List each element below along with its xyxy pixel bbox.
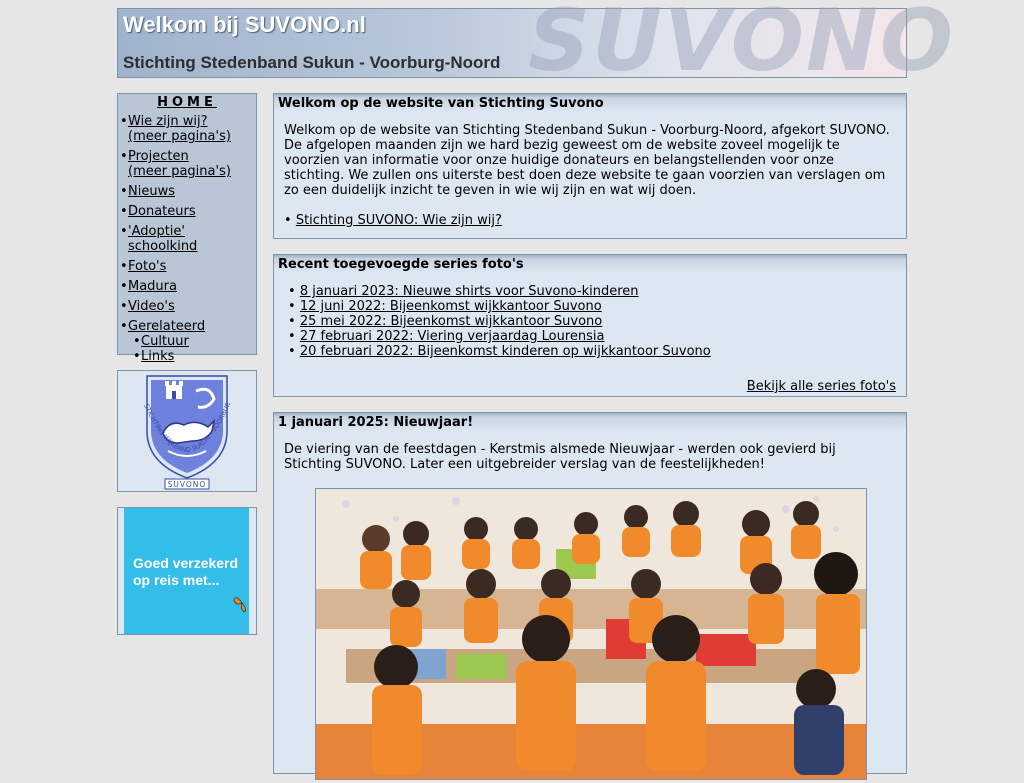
submenu-link-cultuur[interactable]: Cultuur: [141, 334, 189, 349]
ad-text: [133, 555, 238, 589]
news-text: De viering van de feestdagen - Kerstmis alsmede Nieuwjaar - werden ook gevierd bij Stichting SUVONO. Later een uitgebreider verslag van de feestelijkheden!: [284, 442, 836, 472]
recent-photos-title: Recent toegevoegde series foto's: [274, 255, 906, 275]
welcome-panel: Welkom op de website van Stichting Suvono Welkom op de website van Stichting Stedenband Sukun - Voorburg-Noord, afgekort SUVONO. De afgelopen maanden zijn we hard bezig geweest om de website zoveel mogelijk te voorzien van informatie voor onze huidige donateurs en belangstellenden voor onze stichting. We zullen ons uiterste best doen deze website te gaan voorzien van verslagen om zo een duidelijk inzicht te geven in wie wij zijn en wat wij doen. • Stichting SUVONO: Wie zijn wij?: [273, 93, 907, 239]
news-photo[interactable]: [315, 488, 867, 780]
menu-item-projecten: • Projecten (meer pagina's): [118, 149, 256, 179]
suvono-logo-box[interactable]: [117, 370, 257, 492]
menu-link-wie-zijn-wij[interactable]: Wie zijn wij?: [128, 114, 208, 129]
menu-link-madura[interactable]: Madura: [128, 279, 177, 294]
home-link[interactable]: HOME: [157, 95, 217, 110]
menu-link-nieuws[interactable]: Nieuws: [128, 184, 175, 199]
submenu-item-cultuur: • Cultuur: [133, 334, 189, 349]
photo-series-item: • 25 mei 2022: Bijeenkomst wijkkantoor Suvono: [288, 314, 603, 329]
ad-line-1: Goed verzekerd: [133, 555, 239, 571]
sidebar-menu: [117, 93, 257, 364]
logo-banner-text: SUVONO: [167, 480, 207, 489]
submenu-link-links[interactable]: Links: [141, 349, 175, 364]
menu-link-adoptie[interactable]: 'Adoptie' schoolkind: [128, 224, 198, 254]
photo-series-link[interactable]: 25 mei 2022: Bijeenkomst wijkkantoor Suvono: [299, 314, 603, 329]
menu-link-videos[interactable]: Video's: [128, 299, 175, 314]
menu-link-gerelateerd[interactable]: Gerelateerd: [128, 319, 206, 334]
menu-link-donateurs[interactable]: Donateurs: [128, 204, 196, 219]
photo-series-link[interactable]: 8 januari 2023: Nieuwe shirts voor Suvono-kinderen: [299, 284, 639, 299]
site-subtitle: Stichting Stedenband Sukun - Voorburg-Noord: [123, 53, 501, 72]
submenu-item-links: • Links: [133, 349, 175, 364]
menu-item-adoptie: • 'Adoptie' schoolkind: [120, 224, 198, 254]
ad-banner[interactable]: [124, 508, 249, 634]
photo-series-item: • 20 februari 2022: Bijeenkomst kinderen op wijkkantoor Suvono: [288, 344, 711, 359]
menu-item-gerelateerd: • Gerelateerd • Cultuur • Links: [118, 319, 256, 364]
photo-series-item: • 12 juni 2022: Bijeenkomst wijkkantoor Suvono: [288, 299, 602, 314]
menu-item-nieuws: • Nieuws: [120, 184, 175, 199]
logo-ring-text: STICHTING WIJKBAND SUKUN - VOORBUR: [142, 401, 233, 455]
menu-item-videos: • Video's: [120, 299, 175, 314]
site-header: [117, 0, 956, 91]
children-photo-image: [316, 489, 866, 779]
menu-item-donateurs: • Donateurs: [120, 204, 196, 219]
news-title: 1 januari 2025: Nieuwjaar!: [274, 413, 906, 433]
menu-item-fotos: • Foto's: [120, 259, 167, 274]
photo-series-link[interactable]: 27 februari 2022: Viering verjaardag Lourensia: [299, 329, 605, 344]
photo-series-link[interactable]: 12 juni 2022: Bijeenkomst wijkkantoor Suvono: [299, 299, 602, 314]
menu-item-madura: • Madura: [120, 279, 177, 294]
menu-link-wie-zijn-wij-more[interactable]: (meer pagina's): [128, 129, 231, 144]
recent-photos-panel: [273, 254, 907, 397]
wie-zijn-wij-link[interactable]: Stichting SUVONO: Wie zijn wij?: [295, 213, 502, 228]
menu-link-fotos[interactable]: Foto's: [128, 259, 167, 274]
photo-series-item: • 8 januari 2023: Nieuwe shirts voor Suvono-kinderen: [288, 284, 639, 299]
site-title: Welkom bij SUVONO.nl: [123, 12, 366, 37]
welcome-title: Welkom op de website van Stichting Suvono: [274, 94, 906, 114]
header-watermark: SUVONO: [528, 0, 956, 91]
travel-insurance-ad[interactable]: [117, 507, 257, 635]
suvono-logo-icon: [118, 371, 256, 491]
menu-link-projecten-more[interactable]: (meer pagina's): [128, 164, 231, 179]
photo-series-link[interactable]: 20 februari 2022: Bijeenkomst kinderen op wijkkantoor Suvono: [299, 344, 711, 359]
all-photo-series-link[interactable]: Bekijk alle series foto's: [746, 379, 896, 394]
welcome-text: Welkom op de website van Stichting Stedenband Sukun - Voorburg-Noord, afgekort SUVONO. De afgelopen maanden zijn we hard bezig geweest om de website zoveel mogelijk te voorzien van informatie voor onze huidige donateurs en belangstellenden voor onze stichting. We zullen ons uiterste best doen deze website te gaan voorzien van verslagen om zo een duidelijk inzicht te geven in wie wij zijn en wat wij doen.: [284, 123, 890, 198]
ad-line-2: op reis met...: [133, 572, 220, 588]
news-panel: [273, 412, 907, 774]
photo-series-item: • 27 februari 2022: Viering verjaardag Lourensia: [288, 329, 605, 344]
butterfly-icon: [234, 594, 250, 612]
menu-item-wie-zijn-wij: • Wie zijn wij? (meer pagina's): [118, 114, 256, 144]
menu-link-projecten[interactable]: Projecten: [128, 149, 189, 164]
